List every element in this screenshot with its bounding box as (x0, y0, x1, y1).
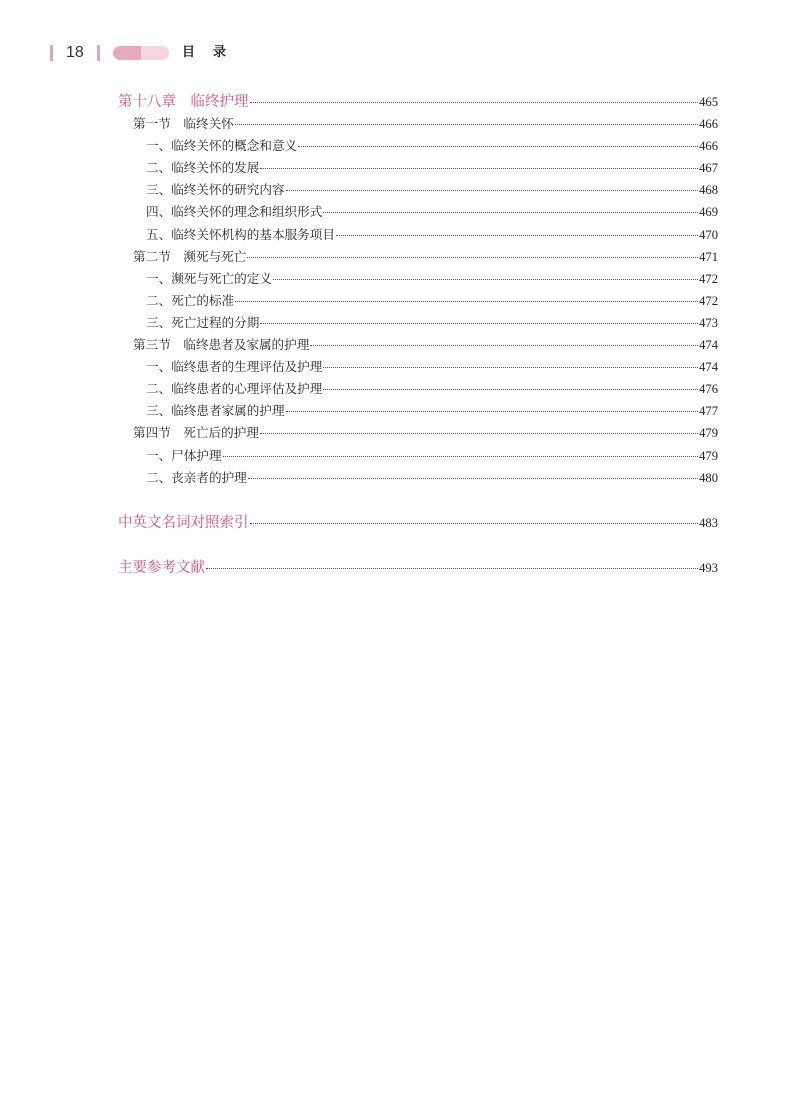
toc-item[interactable] (118, 268, 718, 290)
toc-item[interactable] (118, 179, 718, 201)
toc-item-label: 一、濒死与死亡的定义 (146, 270, 272, 286)
dot-leader (323, 211, 698, 213)
dot-leader (286, 189, 699, 191)
toc-item[interactable] (118, 224, 718, 246)
dot-leader (250, 522, 699, 524)
toc-item[interactable] (118, 157, 718, 179)
toc-chapter-page-number: 493 (699, 560, 718, 575)
toc-item-page-number: 467 (699, 161, 718, 176)
table-of-contents (118, 91, 718, 579)
toc-section-page-number: 479 (699, 426, 718, 441)
toc-item-label: 二、临终患者的心理评估及护理 (146, 381, 323, 397)
toc-item[interactable] (118, 400, 718, 422)
page-header (50, 42, 750, 64)
toc-chapter-label: 主要参考文献 (118, 559, 205, 576)
dot-leader (250, 101, 699, 103)
toc-chapter[interactable] (118, 512, 718, 534)
toc-chapter-page-number: 483 (699, 515, 718, 530)
toc-item-label: 五、临终关怀机构的基本服务项目 (146, 226, 335, 242)
toc-section-page-number: 466 (699, 117, 718, 132)
toc-section-page-number: 471 (699, 249, 718, 264)
toc-item[interactable] (118, 312, 718, 334)
toc-item[interactable] (118, 467, 718, 489)
page-number: 18 (66, 44, 84, 61)
toc-item-label: 二、丧亲者的护理 (146, 469, 247, 485)
toc-section-label: 第四节 死亡后的护理 (133, 425, 259, 441)
toc-item-page-number: 466 (699, 139, 718, 154)
toc-item[interactable] (118, 290, 718, 312)
toc-item-label: 三、死亡过程的分期 (146, 314, 260, 330)
toc-item-page-number: 472 (699, 293, 718, 308)
toc-item-page-number: 479 (699, 448, 718, 463)
header-divider-bar (97, 45, 100, 61)
toc-item-label: 二、死亡的标准 (146, 292, 235, 308)
toc-item-page-number: 477 (699, 404, 718, 419)
toc-item-page-number: 476 (699, 382, 718, 397)
toc-item-page-number: 473 (699, 315, 718, 330)
toc-item-page-number: 468 (699, 183, 718, 198)
dot-leader (260, 167, 698, 169)
toc-section-label: 第二节 濒死与死亡 (133, 248, 247, 264)
section-spacer (118, 489, 718, 512)
dot-leader (273, 278, 698, 280)
toc-item-label: 三、临终关怀的研究内容 (146, 182, 285, 198)
toc-section[interactable] (118, 113, 718, 135)
toc-chapter[interactable] (118, 91, 718, 113)
toc-item-page-number: 470 (699, 227, 718, 242)
toc-item-page-number: 474 (699, 360, 718, 375)
toc-section-label: 第三节 临终患者及家属的护理 (133, 337, 310, 353)
toc-item-label: 一、临终关怀的概念和意义 (146, 138, 298, 154)
dot-leader (260, 432, 698, 434)
toc-section-label: 第一节 临终关怀 (133, 116, 234, 132)
dot-leader (235, 123, 698, 125)
toc-item[interactable] (118, 201, 718, 223)
dot-leader (298, 145, 698, 147)
toc-item[interactable] (118, 378, 718, 400)
toc-item-label: 四、临终关怀的理念和组织形式 (146, 204, 323, 220)
toc-chapter-label: 中英文名词对照索引 (118, 514, 249, 531)
toc-section[interactable] (118, 422, 718, 444)
section-spacer (118, 534, 718, 557)
toc-item-label: 二、临终关怀的发展 (146, 160, 260, 176)
toc-item-label: 一、临终患者的生理评估及护理 (146, 359, 323, 375)
toc-section[interactable] (118, 246, 718, 268)
dot-leader (206, 567, 698, 569)
toc-chapter-label: 第十八章 临终护理 (118, 94, 249, 110)
dot-leader (247, 256, 698, 258)
toc-item[interactable] (118, 445, 718, 467)
toc-item-page-number: 469 (699, 205, 718, 220)
toc-section[interactable] (118, 334, 718, 356)
dot-leader (336, 234, 698, 236)
dot-leader (223, 455, 699, 457)
toc-item-label: 一、尸体护理 (146, 447, 222, 463)
dot-leader (323, 388, 698, 390)
dot-leader (286, 410, 699, 412)
header-left-bar (50, 45, 53, 61)
dot-leader (248, 477, 698, 479)
toc-item[interactable] (118, 135, 718, 157)
header-section-title: 目录 (182, 45, 245, 60)
toc-chapter-page-number: 465 (699, 95, 718, 109)
header-decoration-pill (113, 46, 169, 60)
toc-section-page-number: 474 (699, 338, 718, 353)
dot-leader (260, 322, 698, 324)
toc-item-page-number: 480 (699, 470, 718, 485)
dot-leader (235, 300, 698, 302)
toc-chapter[interactable] (118, 557, 718, 579)
dot-leader (310, 344, 698, 346)
toc-item[interactable] (118, 356, 718, 378)
toc-item-label: 三、临终患者家属的护理 (146, 403, 285, 419)
dot-leader (323, 366, 698, 368)
toc-item-page-number: 472 (699, 271, 718, 286)
